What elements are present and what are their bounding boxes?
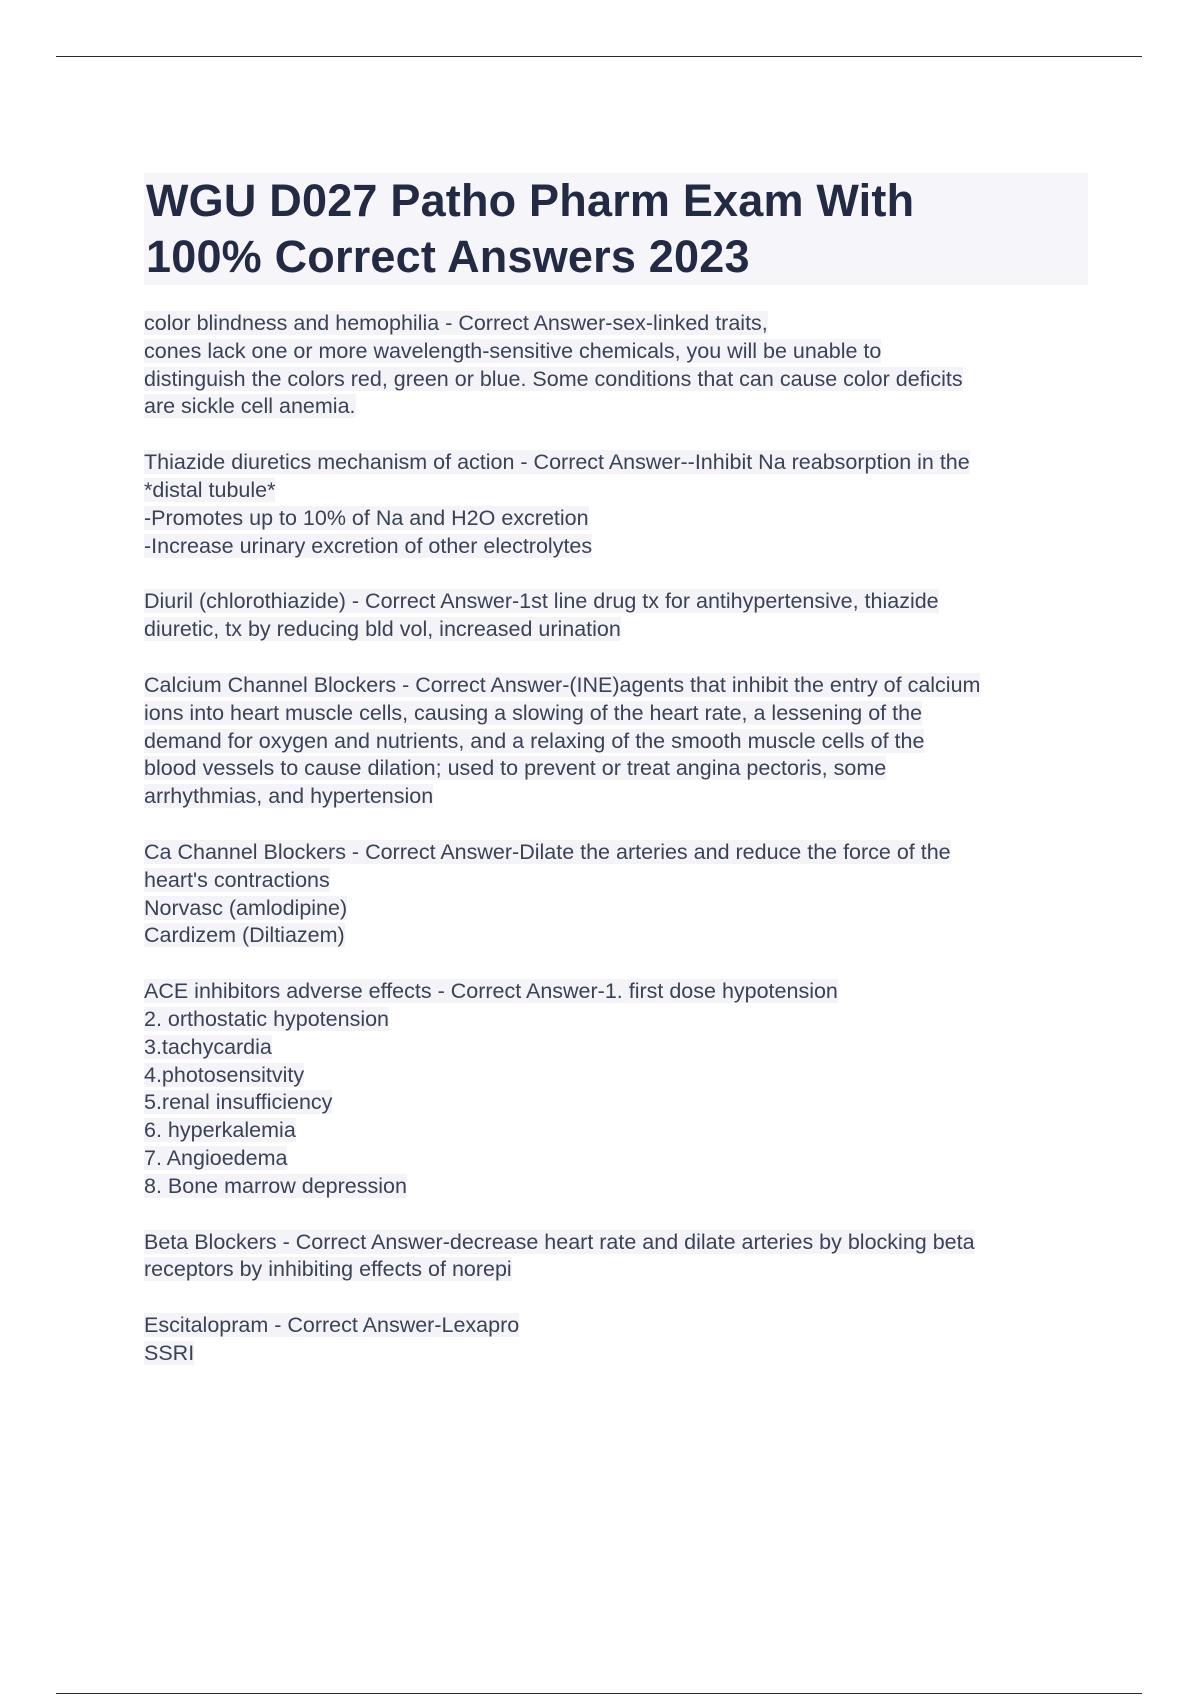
entry-line: cones lack one or more wavelength-sensitive chemicals, you will be unable to xyxy=(144,338,882,363)
entry-line: ACE inhibitors adverse effects - Correct Answer-1. first dose hypotension xyxy=(144,979,838,1004)
title-block xyxy=(144,173,1088,285)
entry-line: 2. orthostatic hypotension xyxy=(144,1006,390,1031)
qa-entry-beta-blockers xyxy=(144,1229,1094,1285)
entry-line: receptors by inhibiting effects of norepi xyxy=(144,1257,512,1282)
qa-entry-escitalopram xyxy=(144,1312,1094,1368)
qa-entry-ace-inhibitors xyxy=(144,978,1094,1200)
qa-entry-color-blindness xyxy=(144,310,1094,421)
entry-line: distinguish the colors red, green or blue. Some conditions that can cause color deficits xyxy=(144,366,963,391)
entry-line: 4.photosensitvity xyxy=(144,1062,305,1087)
entry-line: -Promotes up to 10% of Na and H2O excretion xyxy=(144,505,589,530)
entry-line: 7. Angioedema xyxy=(144,1145,288,1170)
entry-line: are sickle cell anemia. xyxy=(144,394,356,419)
entry-line: color blindness and hemophilia - Correct Answer-sex-linked traits, xyxy=(144,311,768,335)
entry-line: Ca Channel Blockers - Correct Answer-Dilate the arteries and reduce the force of the xyxy=(144,839,951,864)
entry-line: heart's contractions xyxy=(144,867,330,892)
entry-line: 6. hyperkalemia xyxy=(144,1118,296,1143)
entry-line: Beta Blockers - Correct Answer-decrease heart rate and dilate arteries by blocking beta xyxy=(144,1229,975,1254)
entry-line: Escitalopram - Correct Answer-Lexapro xyxy=(144,1313,520,1338)
entry-line: Calcium Channel Blockers - Correct Answer-(INE)agents that inhibit the entry of calcium xyxy=(144,672,981,697)
entry-line: arrhythmias, and hypertension xyxy=(144,784,434,809)
title-line: 100% Correct Answers 2023 xyxy=(146,231,750,282)
top-rule xyxy=(56,56,1142,57)
qa-entry-diuril xyxy=(144,588,1094,644)
entry-line: SSRI xyxy=(144,1340,195,1365)
qa-entry-calcium-channel-blockers xyxy=(144,672,1094,811)
title-line: WGU D027 Patho Pharm Exam With xyxy=(146,175,915,226)
entry-line: *distal tubule* xyxy=(144,477,276,502)
document-title xyxy=(146,173,1086,285)
entry-line: Norvasc (amlodipine) xyxy=(144,895,348,920)
entry-line: 3.tachycardia xyxy=(144,1034,272,1059)
entry-line: demand for oxygen and nutrients, and a relaxing of the smooth muscle cells of the xyxy=(144,728,925,753)
entry-line: 5.renal insufficiency xyxy=(144,1090,333,1115)
qa-entry-ca-channel-blockers xyxy=(144,839,1094,950)
entry-line: blood vessels to cause dilation; used to prevent or treat angina pectoris, some xyxy=(144,756,887,781)
bottom-rule xyxy=(56,1693,1142,1694)
entry-line: Thiazide diuretics mechanism of action - Correct Answer--Inhibit Na reabsorption in the xyxy=(144,450,970,475)
entry-line: Diuril (chlorothiazide) - Correct Answer-1st line drug tx for antihypertensive, thiazide xyxy=(144,589,939,614)
entry-line: ions into heart muscle cells, causing a slowing of the heart rate, a lessening of the xyxy=(144,700,923,725)
entry-line: 8. Bone marrow depression xyxy=(144,1173,407,1198)
entry-line: diuretic, tx by reducing bld vol, increased urination xyxy=(144,617,621,642)
entry-line: -Increase urinary excretion of other electrolytes xyxy=(144,533,593,558)
entry-line: Cardizem (Diltiazem) xyxy=(144,923,345,948)
document-body xyxy=(144,310,1094,1396)
qa-entry-thiazide-diuretics xyxy=(144,449,1094,560)
